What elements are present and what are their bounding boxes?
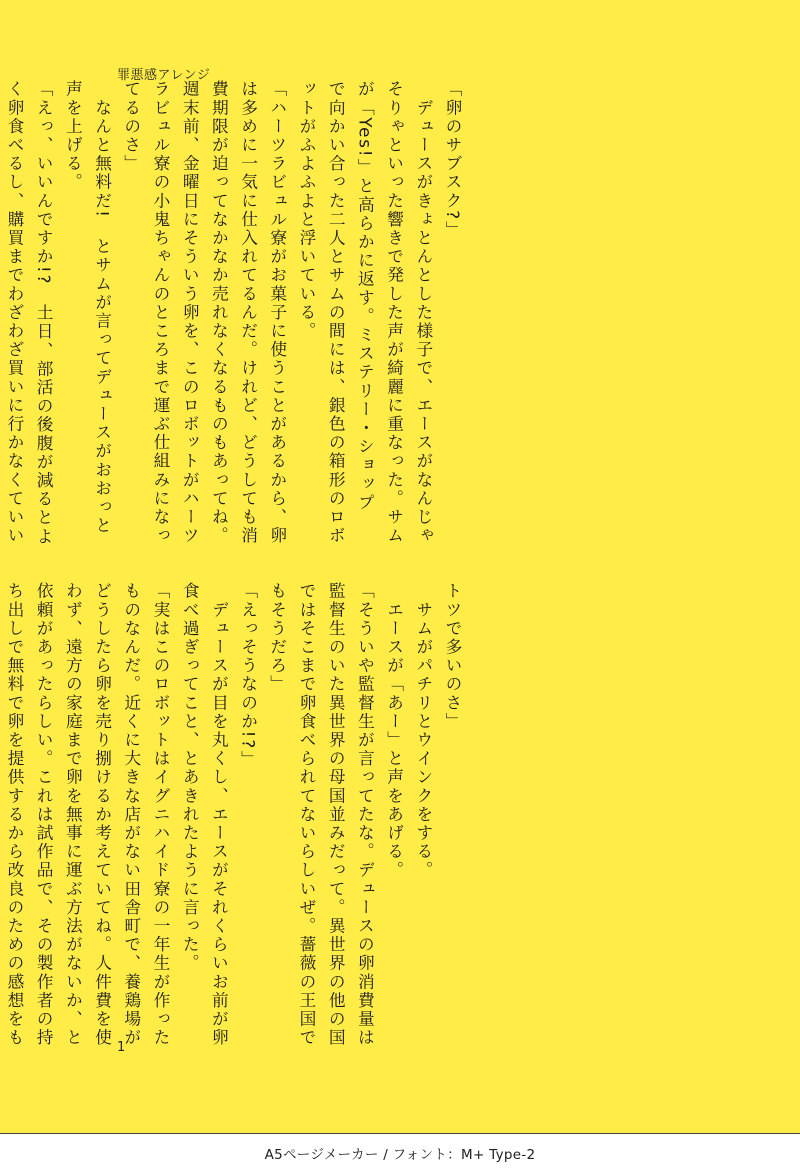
text-column: 「実はこのロボットはイグニハイド寮の一年生が作った bbox=[150, 582, 171, 1047]
text-column: なんと無料だ! とサムが言ってデュースがおおっと bbox=[92, 80, 113, 535]
text-column: 「卵のサブスク?」 bbox=[443, 80, 463, 240]
text-column: デュースが目を丸くし、エースがそれくらいお前が卵 bbox=[209, 582, 230, 1047]
text-column: 「えっ、いいんですか!? 土日、部活の後腹が減るとよ bbox=[34, 80, 55, 546]
text-column: もそうだろ」 bbox=[267, 582, 288, 694]
text-column: ットがふよふよと浮いている。 bbox=[296, 80, 317, 341]
text-column: わず、遠方の家庭まで卵を無事に運ぶ方法がないか、と bbox=[63, 582, 84, 1047]
lower-text-block bbox=[4, 582, 467, 1052]
text-column: は多めに一気に仕入れてるんだ。けれど、どうしても消 bbox=[238, 80, 259, 545]
text-column: が「Yes!」と高らかに返す。ミステリー・ショップ bbox=[355, 80, 376, 512]
text-column: 「ハーツラビュル寮がお菓子に使うことがあるから、卵 bbox=[267, 80, 288, 545]
text-column: く卵食べるし、購買までわざわざ買いに行かなくていい bbox=[4, 80, 25, 545]
text-column: ラビュル寮の小鬼ちゃんのところまで運ぶ仕組みになっ bbox=[150, 80, 171, 545]
text-column: サムがパチリとウインクをする。 bbox=[413, 582, 434, 880]
page-number: 1 bbox=[117, 1040, 126, 1055]
text-column: で向かい合った二人とサムの間には、銀色の箱形のロボ bbox=[326, 80, 347, 545]
text-column: てるのさ」 bbox=[121, 80, 142, 173]
text-column: どうしたら卵を売り捌けるか考えていてね。人件費を使 bbox=[92, 582, 113, 1047]
text-column: ではそこまで卵食べられてないらしいぜ。薔薇の王国で bbox=[296, 582, 317, 1047]
upper-text-block bbox=[4, 80, 467, 550]
text-column: ものなんだ。近くに大きな店がない田舎町で、養鶏場が bbox=[121, 582, 142, 1047]
footer-caption: A5ページメーカー / フォント：M+ Type-2 bbox=[264, 1146, 536, 1163]
running-title: 罪悪感アレンジ bbox=[117, 68, 211, 83]
text-column: デュースがきょとんとした様子で、エースがなんじゃ bbox=[413, 80, 434, 545]
text-column: 依頼があったらしい。これは試作品で、その製作者の持 bbox=[34, 582, 55, 1047]
text-column: 食べ過ぎってこと、とあきれたように言った。 bbox=[180, 582, 201, 973]
text-column: 「そういや監督生が言ってたな。デュースの卵消費量は bbox=[355, 582, 376, 1047]
text-column: トツで多いのさ」 bbox=[443, 582, 463, 731]
text-column: ち出しで無料で卵を提供するから改良のための感想をも bbox=[4, 582, 25, 1047]
text-column: エースが「あー」と声をあげる。 bbox=[384, 582, 405, 880]
text-column: 「えっそうなのか!?」 bbox=[238, 582, 259, 769]
text-column: 週末前、金曜日にそういう卵を、このロボットがハーツ bbox=[180, 80, 201, 545]
text-column: そりゃといった響きで発した声が綺麗に重なった。サム bbox=[384, 80, 405, 545]
text-column: 費期限が迫ってなかなか売れなくなるものもあってね。 bbox=[209, 80, 230, 545]
text-column: 監督生のいた異世界の母国並みだって。異世界の他の国 bbox=[326, 582, 347, 1047]
text-column: 声を上げる。 bbox=[63, 80, 84, 192]
